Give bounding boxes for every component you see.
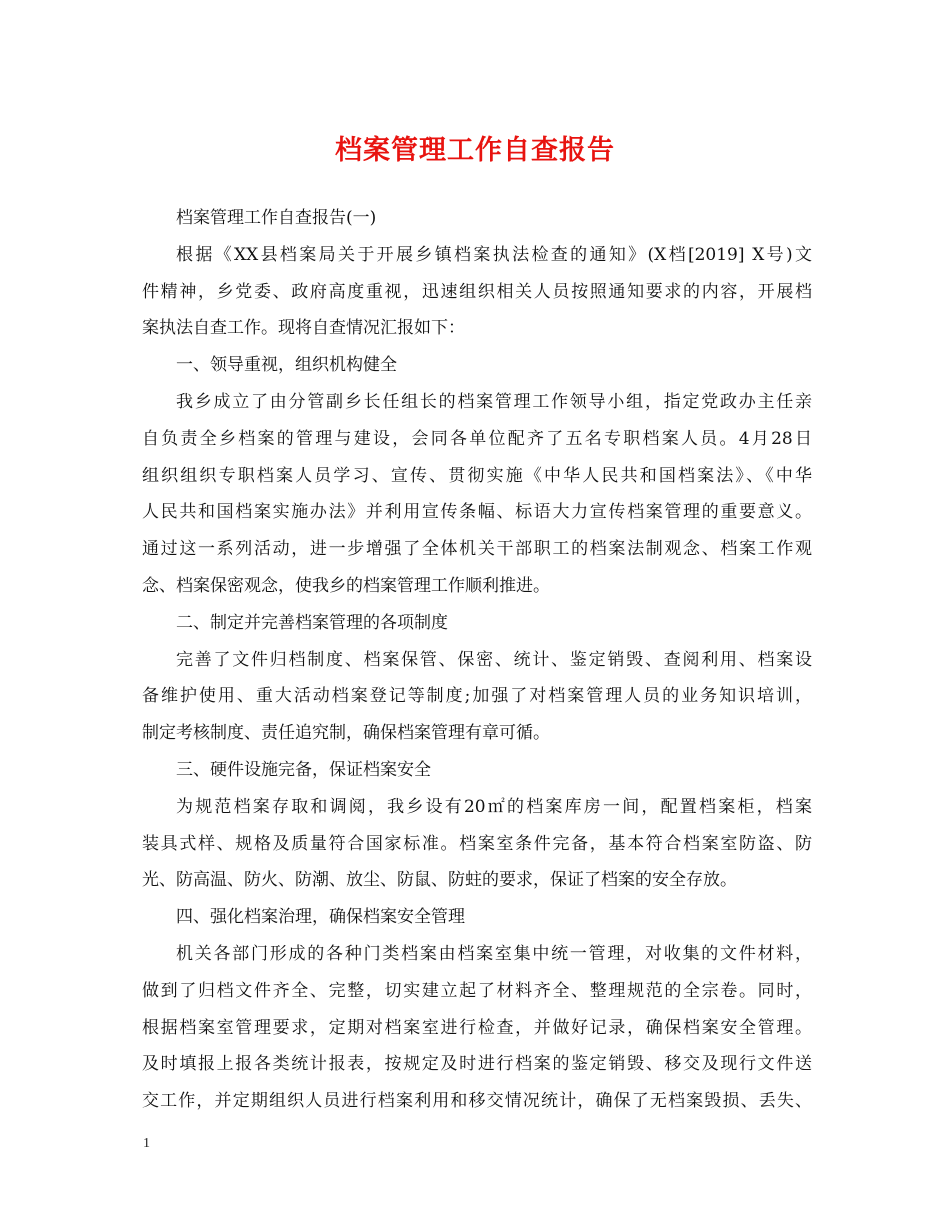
- text-line: 交工作，并定期组织人员进行档案利用和移交情况统计，确保了无档案毁损、丢失、: [142, 1091, 812, 1112]
- text-line: 光、防高温、防火、防潮、放尘、防鼠、防蛀的要求，保证了档案的安全存放。: [142, 870, 737, 891]
- text-line: 案执法自查工作。现将自查情况汇报如下：: [142, 318, 465, 339]
- text-line: 四、强化档案治理，确保档案安全管理: [176, 907, 465, 928]
- text-line: 及时填报上报各类统计报表，按规定及时进行档案的鉴定销毁、移交及现行文件送: [142, 1054, 812, 1075]
- text-line: 根据《XX县档案局关于开展乡镇档案执法检查的通知》(X档[2019] X号)文: [176, 244, 812, 265]
- text-line: 完善了文件归档制度、档案保管、保密、统计、鉴定销毁、查阅利用、档案设: [176, 649, 812, 670]
- text-line: 人民共和国档案实施办法》并利用宣传条幅、标语大力宣传档案管理的重要意义。: [142, 502, 812, 523]
- document-title: 档案管理工作自查报告: [335, 135, 615, 166]
- text-line: 备维护使用、重大活动档案登记等制度;加强了对档案管理人员的业务知识培训，: [142, 686, 812, 707]
- text-line: 自负责全乡档案的管理与建设，会同各单位配齐了五名专职档案人员。4月28日: [142, 428, 812, 449]
- text-line: 念、档案保密观念，使我乡的档案管理工作顺利推进。: [142, 575, 550, 596]
- text-line: 我乡成立了由分管副乡长任组长的档案管理工作领导小组，指定党政办主任亲: [176, 391, 812, 412]
- text-line: 根据档案室管理要求，定期对档案室进行检查，并做好记录，确保档案安全管理。: [142, 1017, 812, 1038]
- text-line: 一、领导重视，组织机构健全: [176, 355, 397, 376]
- text-line: 制定考核制度、责任追究制，确保档案管理有章可循。: [142, 723, 550, 744]
- text-line: 为规范档案存取和调阅，我乡设有20㎡的档案库房一间，配置档案柜，档案: [176, 796, 812, 817]
- text-line: 组织组织专职档案人员学习、宣传、贯彻实施《中华人民共和国档案法》、《中华: [142, 465, 812, 486]
- text-line: 二、制定并完善档案管理的各项制度: [176, 612, 448, 633]
- text-line: 通过这一系列活动，进一步增强了全体机关干部职工的档案法制观念、档案工作观: [142, 539, 812, 560]
- text-line: 做到了归档文件齐全、完整，切实建立起了材料齐全、整理规范的全宗卷。同时，: [142, 980, 812, 1001]
- text-line: 件精神，乡党委、政府高度重视，迅速组织相关人员按照通知要求的内容，开展档: [142, 281, 812, 302]
- text-line: 装具式样、规格及质量符合国家标准。档案室条件完备，基本符合档案室防盗、防: [142, 833, 812, 854]
- page-number: 1: [143, 1136, 150, 1151]
- document-body: [142, 200, 812, 1120]
- text-line: 三、硬件设施完备，保证档案安全: [176, 759, 431, 780]
- text-line: 档案管理工作自查报告(一): [176, 208, 377, 228]
- text-line: 机关各部门形成的各种门类档案由档案室集中统一管理，对收集的文件材料，: [176, 943, 812, 964]
